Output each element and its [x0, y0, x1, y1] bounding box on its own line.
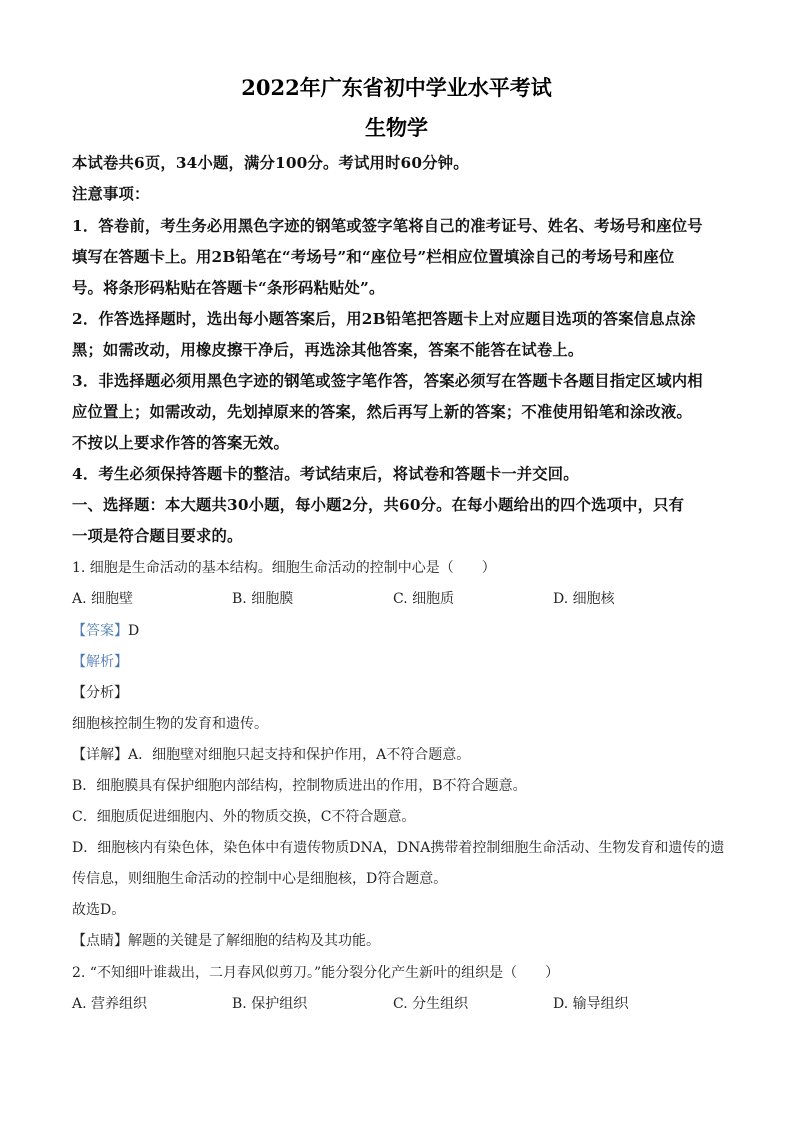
question-2-option-c: C. 分生组织	[393, 996, 469, 1012]
notice-heading: 注意事项：	[72, 185, 150, 203]
notice-line: 3．非选择题必须用黑色字迹的钢笔或签字笔作答，答案必须写在答题卡各题目指定区域内相	[72, 372, 703, 390]
dianjing-label: 【点睛】	[72, 933, 128, 949]
detail-line: C．细胞质促进细胞内、外的物质交换，C不符合题意。	[72, 809, 416, 825]
question-2-option-a: A. 营养组织	[72, 996, 148, 1012]
notice-line: 填写在答题卡上。用2B铅笔在“考场号”和“座位号”栏相应位置填涂自己的考场号和座位	[72, 248, 675, 266]
question-1-stem: 1. 细胞是生命活动的基本结构。细胞生命活动的控制中心是（ ）	[72, 560, 496, 576]
exam-title: 2022年广东省初中学业水平考试	[241, 75, 552, 100]
question-2-option-b: B. 保护组织	[232, 996, 308, 1012]
detail-line	[72, 744, 470, 764]
detail-line: B．细胞膜具有保护细胞内部结构，控制物质进出的作用，B不符合题意。	[72, 778, 527, 794]
dianjing-text: 解题的关键是了解细胞的结构及其功能。	[128, 933, 380, 949]
notice-line: 号。将条形码粘贴在答题卡“条形码粘贴处”。	[72, 279, 385, 297]
section-heading: 一、选择题：本大题共30小题，每小题2分，共60分。在每小题给出的四个选项中，只有	[72, 496, 685, 514]
question-1-option-b: B. 细胞膜	[232, 591, 294, 607]
fenxi-label: 【分析】	[72, 685, 128, 701]
notice-line: 黑；如需改动，用橡皮擦干净后，再选涂其他答案，答案不能答在试卷上。	[72, 341, 584, 359]
question-2-stem: 2. “不知细叶谁裁出，二月春风似剪刀。”能分裂分化产生新叶的组织是（ ）	[72, 965, 560, 981]
question-2-option-d: D. 输导组织	[553, 996, 629, 1012]
answer-line	[72, 620, 139, 640]
answer-label: 【答案】	[72, 623, 128, 639]
notice-line: 1．答卷前，考生务必用黑色字迹的钢笔或签字笔将自己的准考证号、姓名、考场号和座位号	[72, 217, 703, 235]
detail-text: A．细胞壁对细胞只起支持和保护作用，A不符合题意。	[128, 747, 471, 763]
conclusion-line: 故选D。	[72, 902, 126, 918]
intro-text: 本试卷共6页，34小题，满分100分。考试用时60分钟。	[72, 154, 469, 172]
question-1-option-d: D. 细胞核	[553, 591, 615, 607]
fenxi-text: 细胞核控制生物的发育和遗传。	[72, 716, 268, 732]
detail-label: 【详解】	[72, 747, 128, 763]
dianjing-line	[72, 930, 380, 950]
subject-title: 生物学	[365, 115, 428, 140]
analysis-label: 【解析】	[72, 654, 128, 670]
notice-line: 2．作答选择题时，选出每小题答案后，用2B铅笔把答题卡上对应题目选项的答案信息点涂	[72, 310, 696, 328]
section-heading: 一项是符合题目要求的。	[72, 527, 243, 545]
notice-line: 不按以上要求作答的答案无效。	[72, 434, 289, 452]
notice-line: 应位置上；如需改动，先划掉原来的答案，然后再写上新的答案；不准使用铅笔和涂改液。	[72, 403, 692, 421]
detail-line: 传信息，则细胞生命活动的控制中心是细胞核，D符合题意。	[72, 871, 448, 887]
notice-line: 4．考生必须保持答题卡的整洁。考试结束后，将试卷和答题卡一并交回。	[72, 465, 579, 483]
question-1-option-c: C. 细胞质	[393, 591, 455, 607]
answer-value: D	[128, 623, 140, 639]
detail-line: D．细胞核内有染色体，染色体中有遗传物质DNA，DNA携带着控制细胞生命活动、生物发育和遗传的遗	[72, 840, 725, 856]
question-1-option-a: A. 细胞壁	[72, 591, 134, 607]
